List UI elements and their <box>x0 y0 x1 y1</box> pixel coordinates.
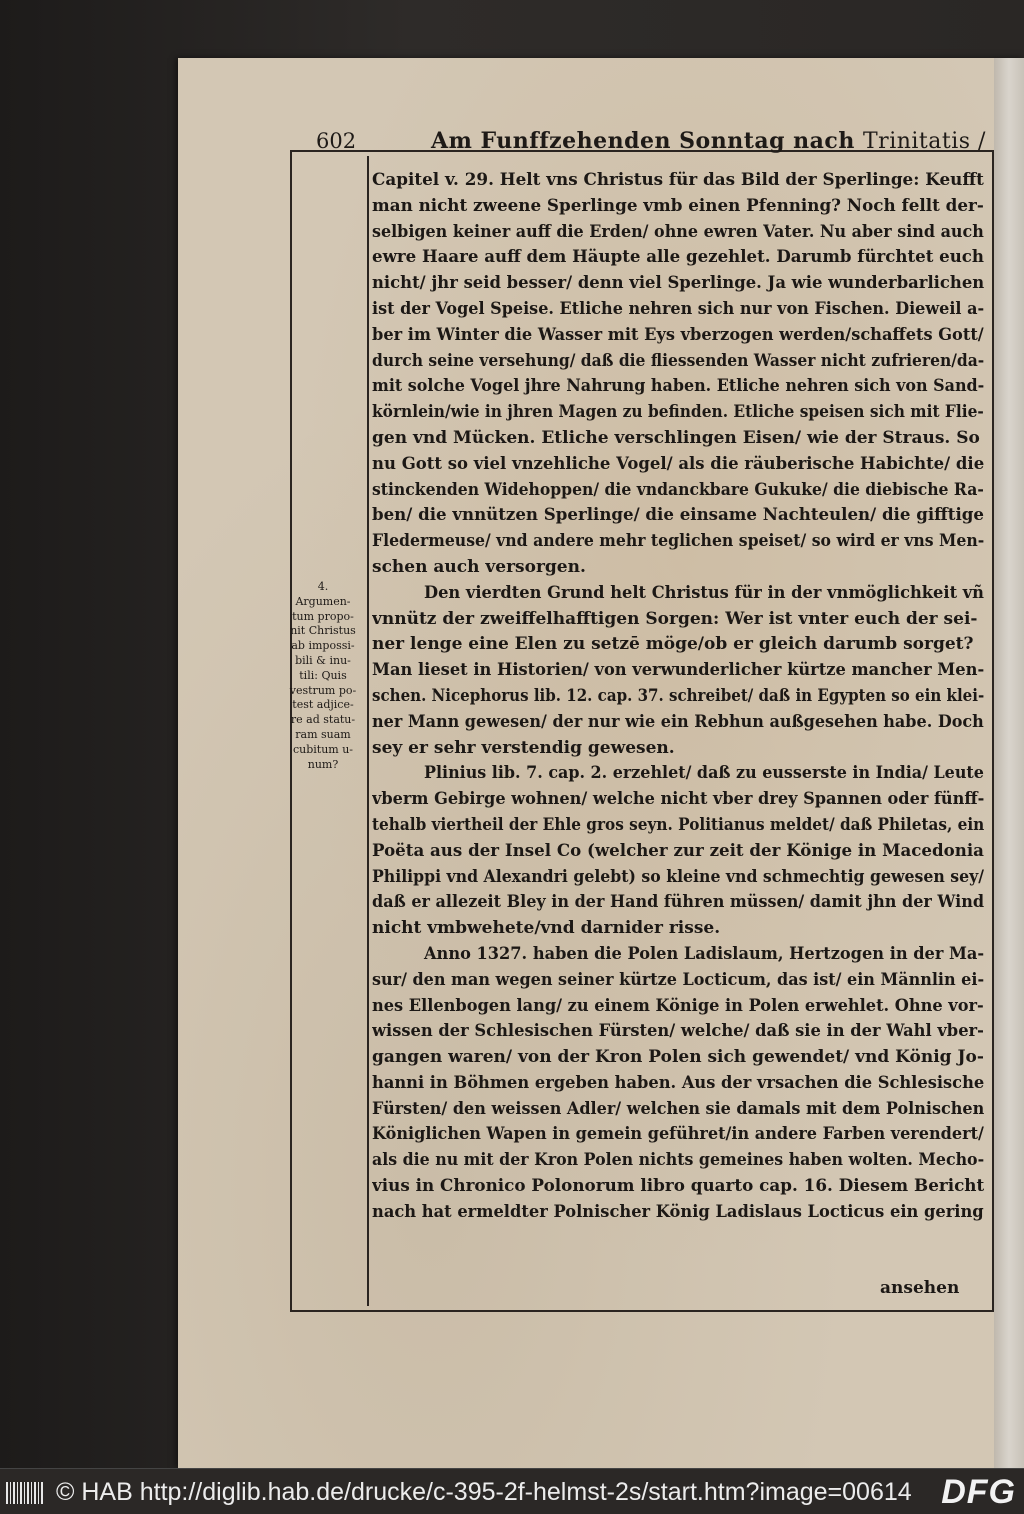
body-line: mit solche Vogel jhre Nahrung haben. Etliche nehren sich von Sand- <box>372 376 984 397</box>
body-line: nu Gott so viel vnzehliche Vogel/ als die räuberische Habichte/ die <box>372 453 984 474</box>
body-line: Den vierdten Grund helt Christus für in der vnmöglichkeit vñ <box>424 582 984 603</box>
body-line: ner Mann gewesen/ der nur wie ein Rebhun außgesehen habe. Doch <box>372 711 984 732</box>
margin-note-line: 4. <box>317 580 329 593</box>
viewer-footer <box>0 1468 1024 1514</box>
body-line: ber im Winter die Wasser mit Eys vberzogen werden/schaffets Gott/ <box>372 324 984 345</box>
body-line: vnnütz der zweiffelhafftigen Sorgen: Wer ist vnter euch der sei- <box>372 608 978 629</box>
body-line: sey er sehr verstendig gewesen. <box>372 737 675 758</box>
margin-note-line: cubitum u- <box>292 742 354 756</box>
catchword: ansehen <box>880 1278 960 1298</box>
body-line: nicht/ jhr seid besser/ denn viel Sperlinge. Ja wie wunderbarlichen <box>372 273 984 294</box>
header-title-german: Am Funffzehenden Sonntag nach <box>431 128 855 154</box>
body-line: hanni in Böhmen ergeben haben. Aus der vrsachen die Schlesische <box>372 1072 984 1093</box>
body-line: durch seine versehung/ daß die fliessenden Wasser nicht zufrieren/da- <box>372 350 984 371</box>
body-line: nes Ellenbogen lang/ zu einem Könige in Polen erwehlet. Ohne vor- <box>372 995 984 1016</box>
body-line: Man lieset in Historien/ von verwunderlicher kürtze mancher Men- <box>372 660 984 681</box>
body-line: Anno 1327. haben die Polen Ladislaum, Hertzogen in der Ma- <box>424 943 984 964</box>
body-line: daß er allezeit Bley in der Hand führen müssen/ damit jhn der Wind <box>372 892 984 913</box>
body-line: Fledermeuse/ vnd andere mehr teglichen speiset/ so wird er vns Men- <box>372 531 984 552</box>
body-line: tehalb viertheil der Ehle gros seyn. Politianus meldet/ daß Philetas, ein <box>372 814 984 835</box>
body-line: nach hat ermeldter Polnischer König Ladislaus Locticus ein gering <box>372 1201 984 1222</box>
body-line: schen auch versorgen. <box>372 556 586 577</box>
body-line: schen. Nicephorus lib. 12. cap. 37. schreibet/ daß in Egypten so ein klei- <box>372 685 984 706</box>
body-line: selbigen keiner auff die Erden/ ohne ewren Vater. Nu aber sind auch <box>372 221 984 242</box>
margin-rule <box>367 156 369 1306</box>
body-line: man nicht zweene Sperlinge vmb einen Pfenning? Noch fellt der- <box>372 195 984 216</box>
body-line: ist der Vogel Speise. Etliche nehren sich nur von Fischen. Dieweil a- <box>372 298 984 319</box>
body-line: gangen waren/ von der Kron Polen sich gewendet/ vnd König Jo- <box>372 1047 984 1068</box>
body-line: ewre Haare auff dem Häupte alle gezehlet. Darumb fürchtet euch <box>372 247 984 268</box>
body-line: stinckenden Widehoppen/ die vndanckbare Gukuke/ die diebische Ra- <box>372 479 984 500</box>
body-line: körnlein/wie in jhren Magen zu befinden. Etliche speisen sich mit Flie- <box>372 402 984 423</box>
body-line: vberm Gebirge wohnen/ welche nicht vber drey Spannen oder fünff- <box>372 789 984 810</box>
body-line: Fürsten/ den weissen Adler/ welchen sie damals mit dem Polnischen <box>372 1098 984 1119</box>
body-line: ben/ die vnnützen Sperlinge/ die einsame Nachteulen/ die gifftige <box>372 505 984 526</box>
body-line: Plinius lib. 7. cap. 2. erzehlet/ daß zu eusserste in India/ Leute <box>424 763 984 784</box>
barcode-icon <box>6 1482 44 1504</box>
body-text <box>372 168 984 1226</box>
margin-note-line: num? <box>307 757 339 771</box>
running-header <box>296 126 986 156</box>
body-line: Philippi vnd Alexandri gelebt) so kleine vnd schmechtig gewesen sey/ <box>372 866 984 887</box>
body-line: ner lenge eine Elen zu setzē möge/ob er gleich darumb sorget? <box>372 634 974 655</box>
margin-note-line: re ad statu- <box>290 713 356 727</box>
body-line: wissen der Schlesischen Fürsten/ welche/ daß sie in der Wahl vber- <box>372 1021 984 1042</box>
page-edge <box>994 58 1024 1468</box>
margin-note-line: ram suam <box>295 727 351 741</box>
source-url[interactable]: © HAB http://diglib.hab.de/drucke/c-395-2f-helmst-2s/start.htm?image=00614 <box>56 1478 912 1506</box>
body-line: gen vnd Mücken. Etliche verschlingen Eisen/ wie der Straus. So <box>372 427 980 448</box>
margin-note-line: vestrum po- <box>289 683 357 697</box>
body-line: Capitel v. 29. Helt vns Christus für das Bild der Sperlinge: Keufft <box>372 170 984 190</box>
margin-note-line: bili & inu- <box>295 653 351 667</box>
body-line: nicht vmbwehete/vnd darnider risse. <box>372 918 721 939</box>
body-line: als die nu mit der Kron Polen nichts gemeines haben wolten. Mecho- <box>372 1150 984 1171</box>
margin-note-line: nit Christus <box>290 624 356 638</box>
margin-note-line: tum propo- <box>292 609 354 623</box>
body-line: vius in Chronico Polonorum libro quarto cap. 16. Diesem Bericht <box>372 1176 984 1197</box>
body-line: sur/ den man wegen seiner kürtze Locticum, das ist/ ein Männlin ei- <box>372 969 984 990</box>
margin-note-line: Argumen- <box>295 594 351 608</box>
body-line: Poëta aus der Insel Co (welcher zur zeit der Könige in Macedonia <box>372 840 984 861</box>
margin-note-line: ab impossi- <box>291 639 355 653</box>
header-title <box>431 126 986 157</box>
page-number: 602 <box>316 129 357 153</box>
header-title-latin: Trinitatis / <box>863 129 986 154</box>
margin-note-line: tili: Quis <box>299 668 347 682</box>
margin-note <box>283 580 363 772</box>
margin-note-line: test adjice- <box>292 698 354 712</box>
body-line: Königlichen Wapen in gemein geführet/in andere Farben verendert/ <box>372 1124 984 1145</box>
dfg-logo: DFG <box>941 1473 1016 1511</box>
